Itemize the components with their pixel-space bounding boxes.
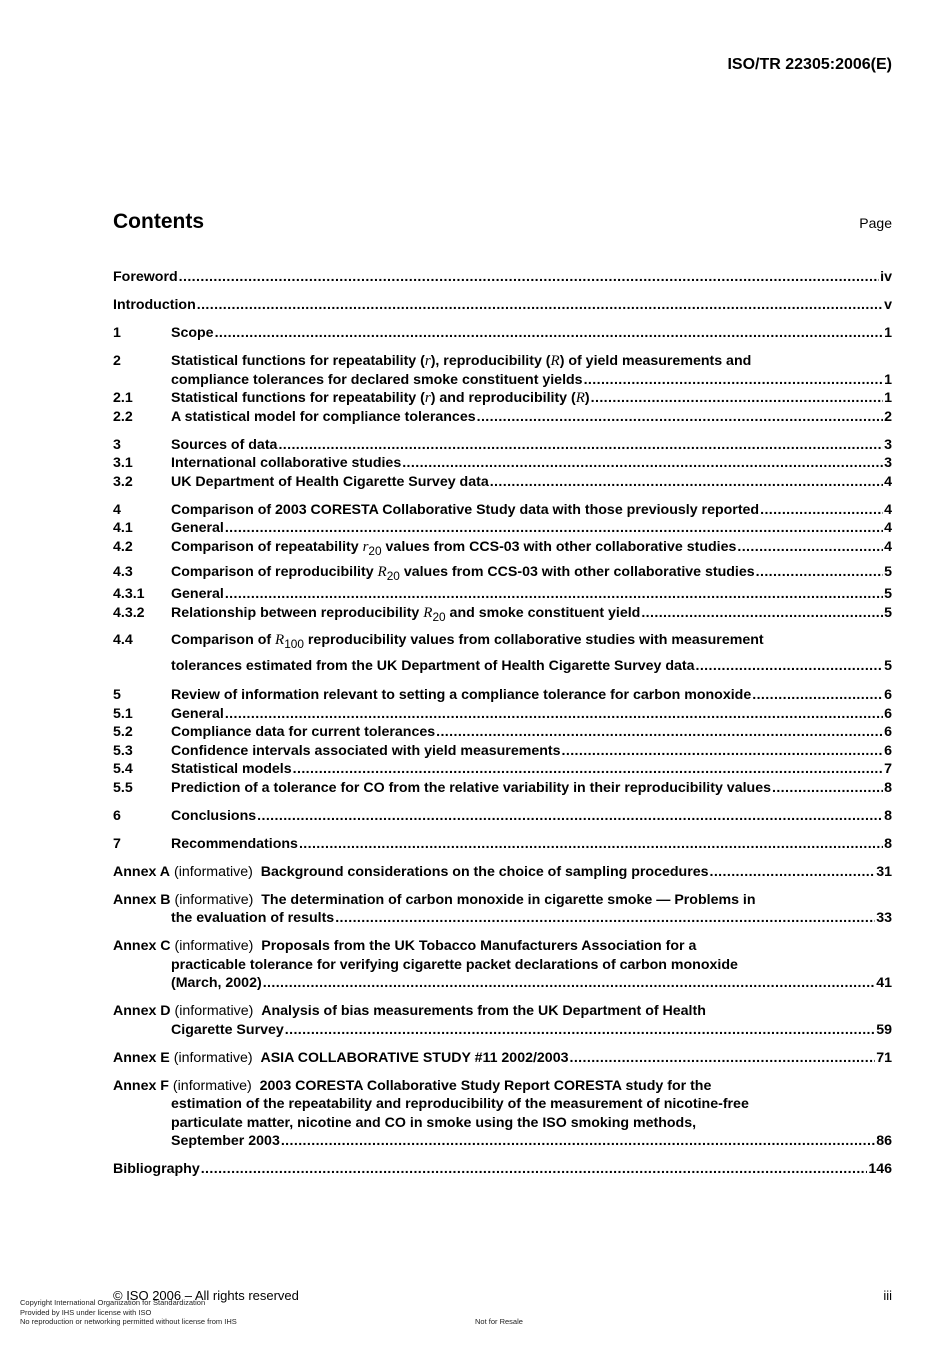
toc-entry-1[interactable]: 1 Scope ..... 1 <box>113 324 892 343</box>
footer-copyright: © ISO 2006 – All rights reserved <box>113 1288 299 1303</box>
toc-entry-foreword[interactable]: Foreword ..... iv <box>113 268 892 287</box>
toc-entry-3-2[interactable]: 3.2 UK Department of Health Cigarette Survey data ..... 4 <box>113 473 892 492</box>
toc-entry-4-3[interactable]: 4.3 Comparison of reproducibility $R_{20}$ values from CCS-03 with other collaborative studies ..... 5 <box>113 563 892 585</box>
license-line-1: Copyright International Organization for Standardization <box>20 1298 206 1307</box>
license-line-3: No reproduction or networking permitted without license from IHS <box>20 1317 237 1326</box>
toc-entry-5[interactable]: 5 Review of information relevant to setting a compliance tolerance for carbon monoxide ..... 6 <box>113 686 892 705</box>
toc-entry-6[interactable]: 6 Conclusions ..... 8 <box>113 807 892 826</box>
toc-entry-5-4[interactable]: 5.4 Statistical models ..... 7 <box>113 760 892 779</box>
toc-entry-annex-f[interactable]: Annex F (informative) 2003 CORESTA Collaborative Study Report CORESTA study for the estimation of the repeatability and reproducibility of the measurement of nicotine-free particulate matter, nicotine and CO in smoke using the ISO smoking methods, September 2003 ..... 86 <box>113 1077 892 1151</box>
toc-entry-5-5[interactable]: 5.5 Prediction of a tolerance for CO from the relative variability in their reproducibility values ..... 8 <box>113 779 892 798</box>
toc-entry-2-2[interactable]: 2.2 A statistical model for compliance tolerances ..... 2 <box>113 408 892 427</box>
toc-entry-3-1[interactable]: 3.1 International collaborative studies ..... 3 <box>113 454 892 473</box>
toc-entry-4-3-1[interactable]: 4.3.1 General ..... 5 <box>113 585 892 604</box>
toc-entry-4-1[interactable]: 4.1 General ..... 4 <box>113 519 892 538</box>
toc-entry-bibliography[interactable]: Bibliography ..... 146 <box>113 1160 892 1179</box>
toc-entry-2[interactable]: 2 Statistical functions for repeatability (r), reproducibility (R) of yield measurements and compliance tolerances for declared smoke constituent yields ..... 1 <box>113 352 892 389</box>
toc-entry-7[interactable]: 7 Recommendations ..... 8 <box>113 835 892 854</box>
contents-header <box>113 210 892 234</box>
toc-entry-4-4[interactable]: 4.4 Comparison of $R_{100}$ reproducibility values from collaborative studies with measurement tolerances estimated from the UK Department of Health Cigarette Survey data ..... 5 <box>113 629 892 677</box>
page-title: Contents <box>113 210 204 233</box>
license-notice <box>20 1298 237 1327</box>
toc-entry-4[interactable]: 4 Comparison of 2003 CORESTA Collaborative Study data with those previously reported ..... 4 <box>113 501 892 520</box>
toc-entry-annex-b[interactable]: Annex B (informative) The determination of carbon monoxide in cigarette smoke — Problems in the evaluation of results ..... 33 <box>113 891 892 928</box>
toc-entry-5-1[interactable]: 5.1 General ..... 6 <box>113 705 892 724</box>
page-column-label: Page <box>859 215 892 231</box>
table-of-contents <box>113 268 892 1188</box>
toc-entry-annex-c[interactable]: Annex C (informative) Proposals from the UK Tobacco Manufacturers Association for a practicable tolerance for verifying cigarette packet declarations of carbon monoxide (March, 2002) ..... 41 <box>113 937 892 993</box>
toc-entry-5-3[interactable]: 5.3 Confidence intervals associated with yield measurements ..... 6 <box>113 742 892 761</box>
toc-entry-3[interactable]: 3 Sources of data ..... 3 <box>113 436 892 455</box>
toc-entry-5-2[interactable]: 5.2 Compliance data for current tolerances ..... 6 <box>113 723 892 742</box>
footer-page-number: iii <box>883 1288 892 1303</box>
toc-entry-annex-a[interactable]: Annex A (informative) Background considerations on the choice of sampling procedures ..... 31 <box>113 863 892 882</box>
toc-entry-4-3-2[interactable]: 4.3.2 Relationship between reproducibility $R_{20}$ and smoke constituent yield ..... 5 <box>113 604 892 626</box>
toc-entry-annex-d[interactable]: Annex D (informative) Analysis of bias measurements from the UK Department of Health Cigarette Survey ..... 59 <box>113 1002 892 1039</box>
toc-entry-annex-e[interactable]: Annex E (informative) ASIA COLLABORATIVE STUDY #11 2002/2003 ..... 71 <box>113 1049 892 1068</box>
resale-notice: Not for Resale <box>475 1317 523 1326</box>
toc-entry-introduction[interactable]: Introduction ..... v <box>113 296 892 315</box>
license-line-2: Provided by IHS under license with ISO <box>20 1307 152 1317</box>
document-id: ISO/TR 22305:2006(E) <box>727 56 892 73</box>
toc-entry-2-1[interactable]: 2.1 Statistical functions for repeatability (r) and reproducibility (R) ..... 1 <box>113 389 892 408</box>
toc-entry-4-2[interactable]: 4.2 Comparison of repeatability $r_{20}$ values from CCS-03 with other collaborative studies ..... 4 <box>113 538 892 560</box>
